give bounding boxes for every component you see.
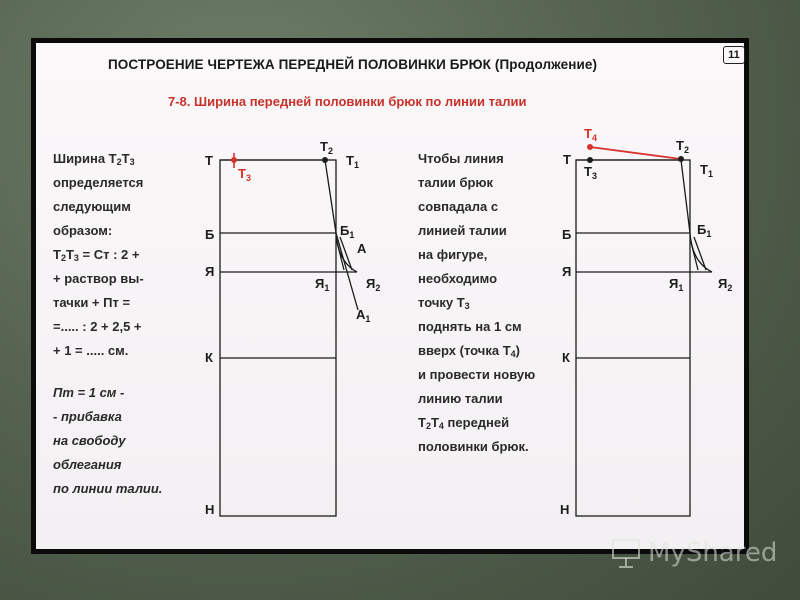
text-line: талии брюк	[418, 175, 494, 190]
page-number-badge: 11	[723, 46, 745, 64]
text-line: поднять на 1 см	[418, 319, 522, 334]
text-line: $Т_2Т_4$ передней	[418, 415, 510, 431]
text-line: - прибавка	[53, 409, 122, 424]
center-front-line	[681, 160, 690, 233]
label-t4: $Т_4$	[584, 126, 597, 143]
label-t3: $Т_3$	[584, 164, 597, 181]
pattern-outline	[576, 160, 690, 516]
label-ya: Я	[562, 264, 572, 279]
text-line: Чтобы линия	[418, 151, 504, 166]
label-ya1: $Я_1$	[669, 276, 684, 293]
presentation-icon	[610, 536, 646, 570]
text-line: на свободу	[53, 433, 126, 448]
label-k: К	[562, 350, 570, 365]
text-line: тачки + Пт =	[53, 295, 131, 310]
label-ya2: $Я_2$	[366, 276, 381, 293]
text-line: следующим	[53, 199, 131, 214]
watermark-logo: MyShared	[648, 538, 778, 568]
label-b: Б	[205, 227, 215, 242]
text-line: половинки брюк.	[418, 439, 529, 454]
label-ya: Я	[205, 264, 215, 279]
label-t: Т	[563, 152, 571, 167]
point-t3	[587, 157, 593, 163]
label-t2: $Т_2$	[676, 138, 689, 155]
page-title: ПОСТРОЕНИЕ ЧЕРТЕЖА ПЕРЕДНЕЙ ПОЛОВИНКИ БРЮК (Продолжение)	[108, 57, 598, 72]
text-line: определяется	[53, 175, 144, 190]
text-line: Пт = 1 см -	[53, 385, 125, 400]
label-n: Н	[560, 502, 570, 517]
label-k: К	[205, 350, 213, 365]
text-line: + 1 = ..... см.	[53, 343, 129, 358]
text-line: линией талии	[418, 223, 507, 238]
text-line: и провести новую	[418, 367, 536, 382]
label-n: Н	[205, 502, 215, 517]
text-line: на фигуре,	[418, 247, 488, 262]
text-line: необходимо	[418, 271, 498, 286]
label-t3: $Т_3$	[238, 166, 251, 183]
new-waist-line	[590, 147, 681, 159]
label-b1: $Б_1$	[340, 223, 355, 240]
text-line: линию талии	[418, 391, 503, 406]
label-a: А	[357, 241, 367, 256]
label-a1: $А_1$	[356, 307, 371, 324]
label-b1: $Б_1$	[697, 222, 712, 239]
label-t1: $Т_1$	[700, 162, 713, 179]
label-t: Т	[205, 153, 213, 168]
label-t2: $Т_2$	[320, 139, 333, 156]
label-ya2: $Я_2$	[718, 276, 733, 293]
label-b: Б	[562, 227, 572, 242]
text-line: образом:	[53, 223, 113, 238]
text-line: + раствор вы-	[53, 271, 144, 286]
text-line: вверх (точка $Т_4$)	[418, 343, 520, 359]
text-line: =..... : 2 + 2,5 +	[53, 319, 142, 334]
point-t2	[678, 156, 684, 162]
text-line: совпадала с	[418, 199, 499, 214]
text-line: облегания	[53, 457, 122, 472]
text-line: $Т_2Т_3$ = Ст : 2 +	[53, 247, 140, 263]
text-line: Ширина $Т_2Т_3$	[53, 151, 135, 167]
section-title: 7-8. Ширина передней половинки брюк по линии талии	[168, 94, 527, 109]
label-t1: $Т_1$	[346, 153, 359, 170]
text-line: точку $Т_3$	[418, 295, 470, 311]
text-line: по линии талии.	[53, 481, 163, 496]
point-t4	[587, 144, 593, 150]
label-ya1: $Я_1$	[315, 276, 330, 293]
